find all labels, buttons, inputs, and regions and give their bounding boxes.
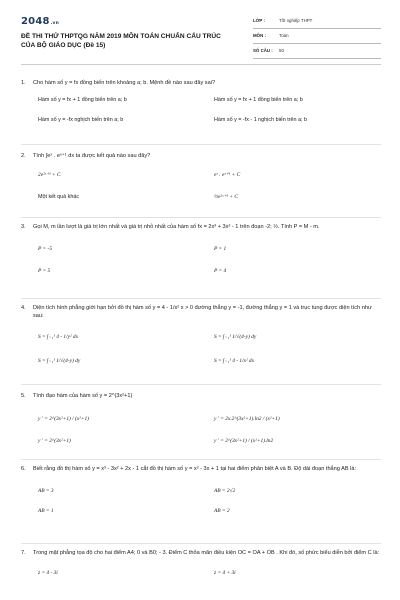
option-d[interactable]: S = ∫₋₁¹ 4 - 1/x² dx	[214, 358, 255, 365]
option-b[interactable]: AB = 2√2	[214, 487, 236, 494]
option-c[interactable]: Một kết quả khác	[38, 193, 80, 200]
question-1	[21, 80, 381, 124]
option-a[interactable]: AB = 3	[38, 487, 54, 494]
question-divider	[21, 459, 381, 460]
exam-title: ĐỀ THI THỬ THPTQG NĂM 2019 MÔN TOÁN CHUẨN CẤU TRÚC CỦA BỘ GIÁO DỤC (Đề 15)	[21, 33, 221, 49]
question-number: 1.	[21, 80, 26, 86]
meta-value: 50	[279, 48, 284, 54]
site-logo[interactable]	[21, 16, 59, 29]
option-b[interactable]: Hàm số y = fx + 1 đồng biến trên a; b	[214, 96, 303, 103]
option-b[interactable]: y ' = 2x.2^(3x²+1).ln2 / (x²+1)	[214, 415, 280, 422]
meta-row-class	[253, 14, 381, 29]
option-b[interactable]: z = 4 + 3i	[214, 569, 236, 576]
logo-main: 2048	[21, 16, 50, 27]
question-text: Gọi M, m lần lượt là giá trị lớn nhất và giá trị nhỏ nhất của hàm số fx = 2x³ + 3x² - 1 trên đoạn -2; ½. Tính P = M - m.	[33, 224, 320, 230]
option-b[interactable]: S = ∫₋₁¹ 1/√(4-y) dy	[214, 334, 257, 341]
option-c[interactable]: y ' = 2^(3x²+1)	[38, 437, 71, 444]
option-a[interactable]: S = ∫₋₁¹ 4 - 1/y² dx	[38, 334, 79, 341]
question-divider	[21, 543, 381, 544]
meta-row-count	[253, 44, 381, 59]
question-divider	[21, 144, 381, 145]
question-7	[21, 550, 381, 582]
option-c[interactable]: AB = 1	[38, 507, 54, 514]
option-a[interactable]: P = -5	[38, 245, 53, 252]
option-d[interactable]: ½e²ˣ⁺¹ + C	[214, 193, 238, 200]
question-number: 7.	[21, 550, 26, 556]
question-text: Tính đạo hàm của hàm số y = 2^(3x²+1)	[33, 393, 133, 399]
meta-label: MÔN :	[253, 33, 266, 39]
question-5	[21, 393, 381, 453]
question-number: 3.	[21, 224, 26, 230]
question-2	[21, 153, 381, 205]
question-number: 6.	[21, 466, 26, 472]
option-d[interactable]: y ' = 2^(3x²+1) / (x²+1).ln2	[214, 437, 274, 444]
logo-suffix: .vn	[50, 21, 60, 26]
question-text: Tính ∫eˣ . eˣ⁺¹ dx ta được kết quả nào sau đây?	[33, 153, 151, 159]
option-c[interactable]: P = 5	[38, 267, 51, 274]
option-a[interactable]: Hàm số y = fx + 1 đồng biến trên a; b	[38, 96, 127, 103]
option-d[interactable]: Hàm số y = -fx - 1 nghịch biến trên a; b	[214, 116, 308, 123]
meta-label: SỐ CÂU :	[253, 48, 273, 54]
question-number: 2.	[21, 153, 26, 159]
option-a[interactable]: z = 4 - 3i	[38, 569, 58, 576]
question-number: 5.	[21, 393, 26, 399]
question-3	[21, 224, 381, 280]
option-a[interactable]: y ' = 2^(3x²+1) / (x²+1)	[38, 415, 89, 422]
option-d[interactable]: P = 4	[214, 267, 227, 274]
option-c[interactable]: S = ∫₋₁¹ 1/√(4-y) dy	[38, 358, 81, 365]
question-text: Cho hàm số y = fx đồng biến trên khoảng a; b. Mệnh đề nào sau đây sai?	[33, 80, 216, 86]
meta-value: Toán	[279, 33, 289, 39]
option-b[interactable]: P = 1	[214, 245, 227, 252]
question-divider	[21, 298, 381, 299]
option-c[interactable]: Hàm số y = -fx nghịch biến trên a; b	[38, 116, 124, 123]
option-a[interactable]: 2e²ˣ⁺¹ + C	[38, 171, 61, 178]
question-4	[21, 305, 381, 372]
header-divider	[21, 64, 381, 65]
exam-meta	[253, 14, 381, 59]
meta-label: LỚP :	[253, 18, 265, 24]
header	[21, 10, 381, 60]
question-text: Diện tích hình phẳng giới hạn bởi đồ thị hàm số y = 4 - 1/x² x > 0 đường thẳng y = -1, đường thẳng y = 1 và trục tung được diện tích như sau:	[33, 305, 372, 319]
meta-value: Tốt nghiệp THPT	[279, 18, 313, 24]
question-text: Trong mặt phẳng tọa độ cho hai điểm A4; 0 và B0; - 3. Điểm C thỏa mãn điều kiện OC = OA + OB . Khi đó, số phức biểu diễn bởi điểm C là:	[33, 550, 380, 556]
question-number: 4.	[21, 305, 26, 311]
meta-row-subject	[253, 29, 381, 44]
question-6	[21, 466, 381, 522]
question-text: Biết rằng đồ thị hàm số y = x³ - 3x² + 2x - 1 cắt đồ thị hàm số y = x² - 3x + 1 tại hai điểm phân biệt A và B. Độ dài đoạn thẳng AB là:	[33, 466, 357, 472]
option-b[interactable]: eˣ . eˣ⁺¹ + C	[214, 171, 241, 178]
question-divider	[21, 384, 381, 385]
question-divider	[21, 217, 381, 218]
option-d[interactable]: AB = 2	[214, 507, 230, 514]
